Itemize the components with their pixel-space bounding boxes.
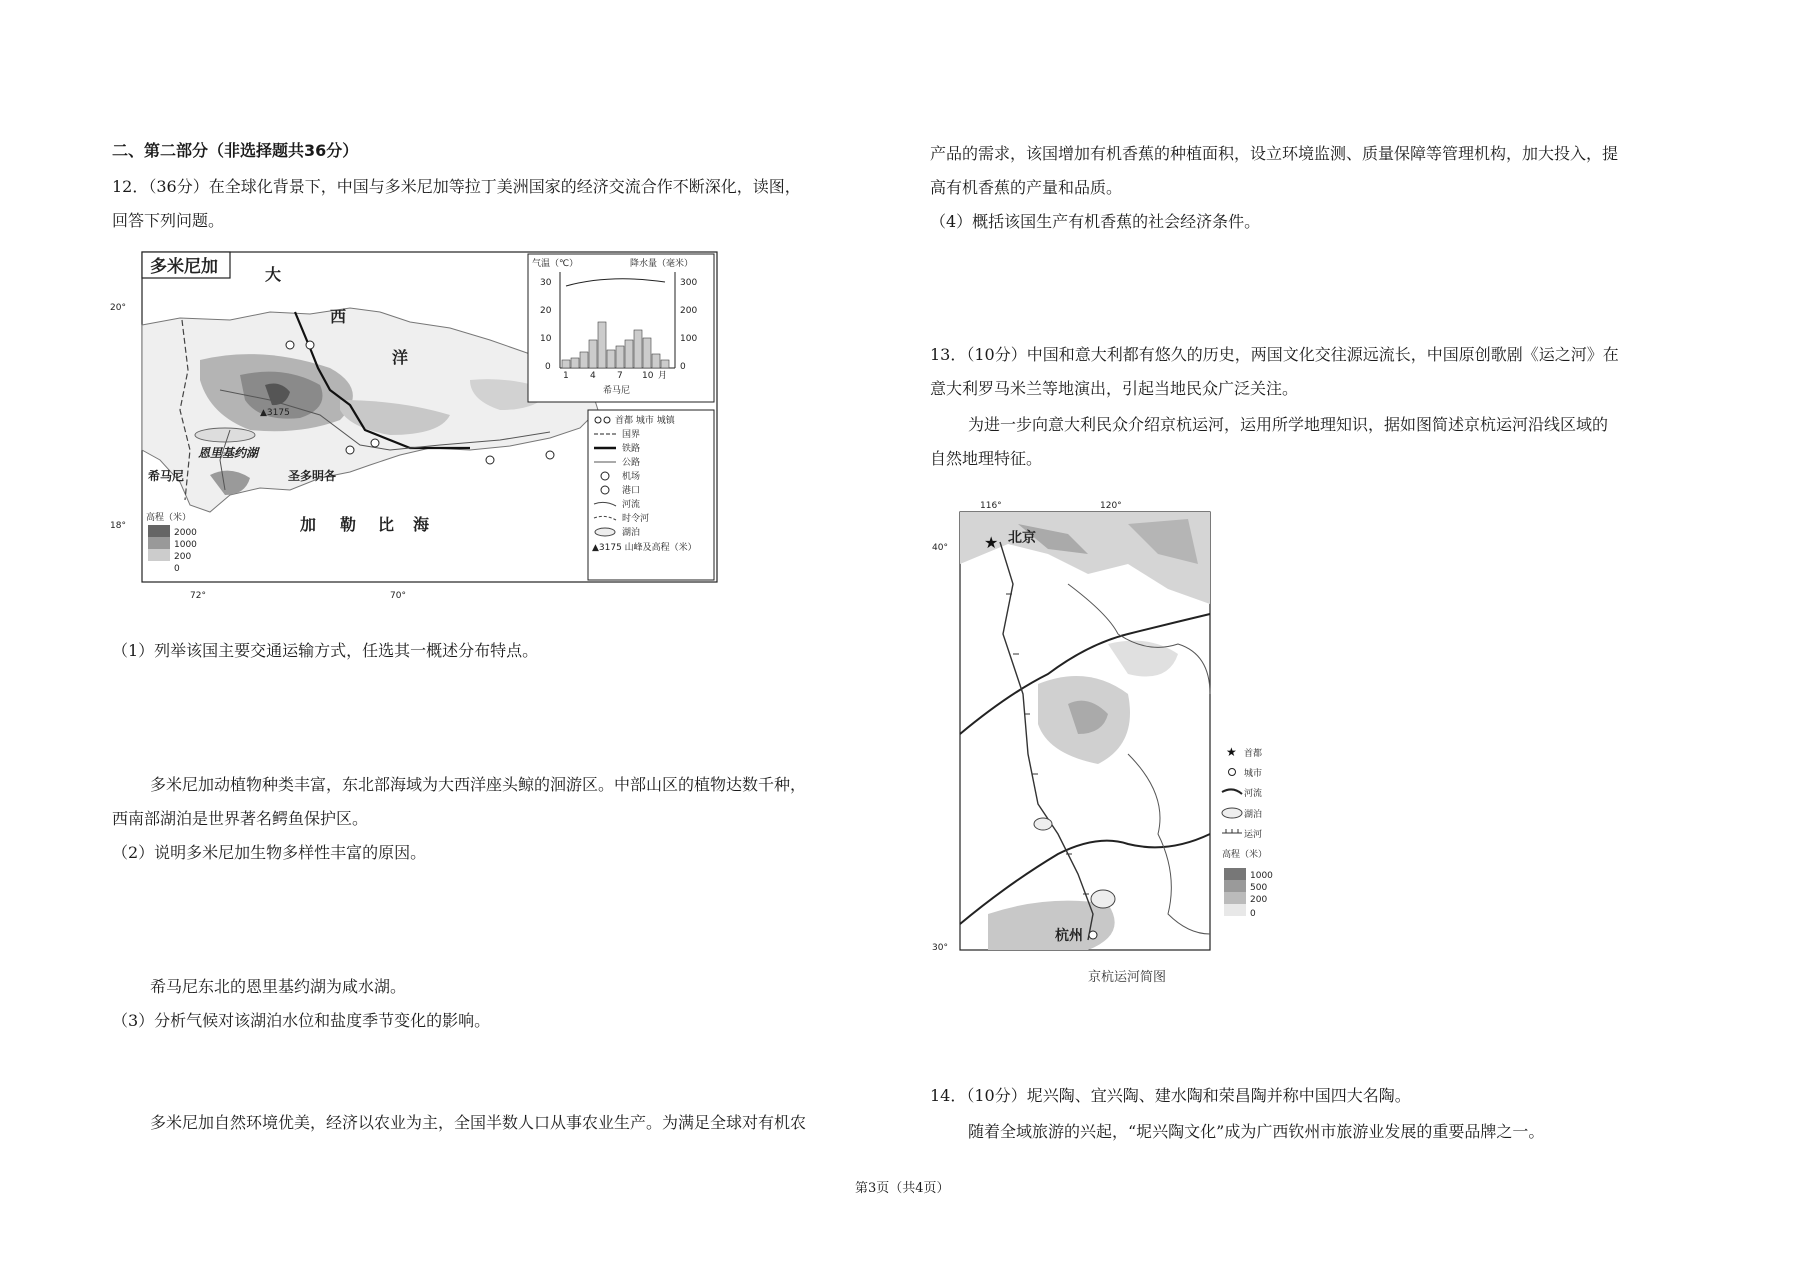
q12-part3: （3）分析气候对该湖泊水位和盐度季节变化的影响。 <box>112 1011 491 1030</box>
q12-part2: （2）说明多米尼加生物多样性丰富的原因。 <box>112 843 427 862</box>
legend-city: 城市 <box>1244 769 1263 779</box>
page-footer: 第3页（共4页） <box>855 1181 950 1196</box>
lon-72: 72° <box>190 591 206 601</box>
q12-part4: （4）概括该国生产有机香蕉的社会经济条件。 <box>930 212 1261 231</box>
ocean-char-1: 大 <box>265 265 282 284</box>
lon-120: 120° <box>1100 501 1122 511</box>
q13-line4: 自然地理特征。 <box>930 449 1043 468</box>
section-title: 二、第二部分（非选择题共36分） <box>112 141 359 160</box>
station-name: 希马尼 <box>603 386 631 396</box>
q12-intro-line1: 12．（36分）在全球化背景下，中国与多米尼加等拉丁美洲国家的经济交流合作不断深化，读图， <box>112 177 801 196</box>
q12-part1: （1）列举该国主要交通运输方式，任选其一概述分布特点。 <box>112 641 539 660</box>
climate-right-title: 降水量（毫米） <box>630 259 694 269</box>
sea-char-2: 勒 <box>340 515 357 534</box>
lat-20: 20° <box>110 303 126 313</box>
lt-20: 20 <box>540 306 552 316</box>
lon-116: 116° <box>980 501 1002 511</box>
rt-100: 100 <box>680 334 698 344</box>
rt-0: 0 <box>680 362 686 372</box>
q12-bio-para-1: 多米尼加动植物种类丰富，东北部海域为大西洋座头鲸的洄游区。中部山区的植物达数千种， <box>150 775 807 794</box>
x-month: 月 <box>658 371 668 381</box>
legend-border: 国界 <box>622 430 641 440</box>
elev-1000: 1000 <box>174 540 197 550</box>
lt-30: 30 <box>540 278 552 288</box>
rt-300: 300 <box>680 278 698 288</box>
q12-cont-line1: 产品的需求，该国增加有机香蕉的种植面积，设立环境监测、质量保障等管理机构，加大投入，提 <box>930 144 1619 163</box>
rt-200: 200 <box>680 306 698 316</box>
sea-char-3: 比 <box>378 515 395 534</box>
legend-capital: 首都 <box>1244 749 1263 759</box>
beijing-label: 北京 <box>1008 530 1036 546</box>
q12-lake-para: 希马尼东北的恩里基约湖为咸水湖。 <box>150 977 407 996</box>
q12-cont-line2: 高有机香蕉的产量和品质。 <box>930 178 1123 197</box>
q12-intro-line2: 回答下列问题。 <box>112 211 225 230</box>
elev-2000: 2000 <box>174 528 197 538</box>
lt-0: 0 <box>545 362 551 372</box>
climate-left-title: 气温（℃） <box>532 259 579 269</box>
q12-env-para: 多米尼加自然环境优美，经济以农业为主，全国半数人口从事农业生产。为满足全球对有机农 <box>150 1113 807 1132</box>
map-title: 多米尼加 <box>150 257 218 277</box>
q13-line3: 为进一步向意大利民众介绍京杭运河，运用所学地理知识，据如图简述京杭运河沿线区域的 <box>968 415 1609 434</box>
canal-map-legend <box>1222 745 1273 919</box>
peak-label: ▲3175 <box>260 408 290 418</box>
ocean-char-2: 西 <box>330 307 347 326</box>
legend-lake: 湖泊 <box>622 528 641 538</box>
legend-airport: 机场 <box>622 472 641 482</box>
map-legend <box>588 410 714 580</box>
legend-canal: 运河 <box>1244 830 1263 840</box>
x-4: 4 <box>590 371 596 381</box>
dominican-map-figure <box>110 250 720 601</box>
legend-lake: 湖泊 <box>1244 810 1263 820</box>
legend-header: 首都 城市 城镇 <box>615 416 675 426</box>
canal-map-caption: 京杭运河简图 <box>1088 970 1167 985</box>
climate-chart <box>528 254 714 402</box>
ocean-char-3: 洋 <box>392 348 409 367</box>
lat-18: 18° <box>110 521 126 531</box>
lon-70: 70° <box>390 591 406 601</box>
q14-line2: 随着全域旅游的兴起，“坭兴陶文化”成为广西钦州市旅游业发展的重要品牌之一。 <box>968 1122 1545 1141</box>
dominican-map <box>110 250 720 601</box>
legend-seasonal-river: 时令河 <box>622 514 650 524</box>
lat-40: 40° <box>932 543 948 553</box>
lat-30: 30° <box>932 943 948 953</box>
sea-char-1: 加 <box>300 515 317 534</box>
elev-0: 0 <box>1250 909 1256 919</box>
elev-1000: 1000 <box>1250 871 1273 881</box>
elev-200: 200 <box>1250 895 1268 905</box>
x-10: 10 <box>642 371 654 381</box>
sea-char-4: 海 <box>413 515 430 534</box>
q12-bio-para-2: 西南部湖泊是世界著名鳄鱼保护区。 <box>112 809 369 828</box>
elev-200: 200 <box>174 552 192 562</box>
x-1: 1 <box>563 371 569 381</box>
grand-canal-map-figure <box>928 494 1288 959</box>
elev-0: 0 <box>174 564 180 574</box>
lake-label: 恩里基约湖 <box>198 446 259 460</box>
q13-line2: 意大利罗马米兰等地演出，引起当地民众广泛关注。 <box>930 379 1299 398</box>
q13-line1: 13．（10分）中国和意大利都有悠久的历史，两国文化交往源远流长，中国原创歌剧《运之河》在 <box>930 345 1619 364</box>
q14-line1: 14．（10分）坭兴陶、宜兴陶、建水陶和荣昌陶并称中国四大名陶。 <box>930 1086 1411 1105</box>
legend-port: 港口 <box>622 486 641 496</box>
legend-star-icon: ★ <box>1226 745 1237 759</box>
elev-title: 高程（米） <box>146 513 192 523</box>
legend-railway: 铁路 <box>622 444 641 454</box>
x-7: 7 <box>617 371 623 381</box>
legend-elev-title: 高程（米） <box>1222 850 1268 860</box>
hangzhou-label: 杭州 <box>1055 928 1083 944</box>
lt-10: 10 <box>540 334 552 344</box>
elev-500: 500 <box>1250 883 1268 893</box>
legend-river: 河流 <box>622 500 641 510</box>
capital-label: 圣多明各 <box>288 469 337 483</box>
legend-peak: ▲3175 山峰及高程（米） <box>592 543 697 553</box>
grand-canal-map <box>928 494 1288 959</box>
legend-river: 河流 <box>1244 789 1263 799</box>
jimani-label: 希马尼 <box>148 469 185 483</box>
legend-road: 公路 <box>622 458 641 468</box>
capital-star-icon: ★ <box>984 533 999 552</box>
